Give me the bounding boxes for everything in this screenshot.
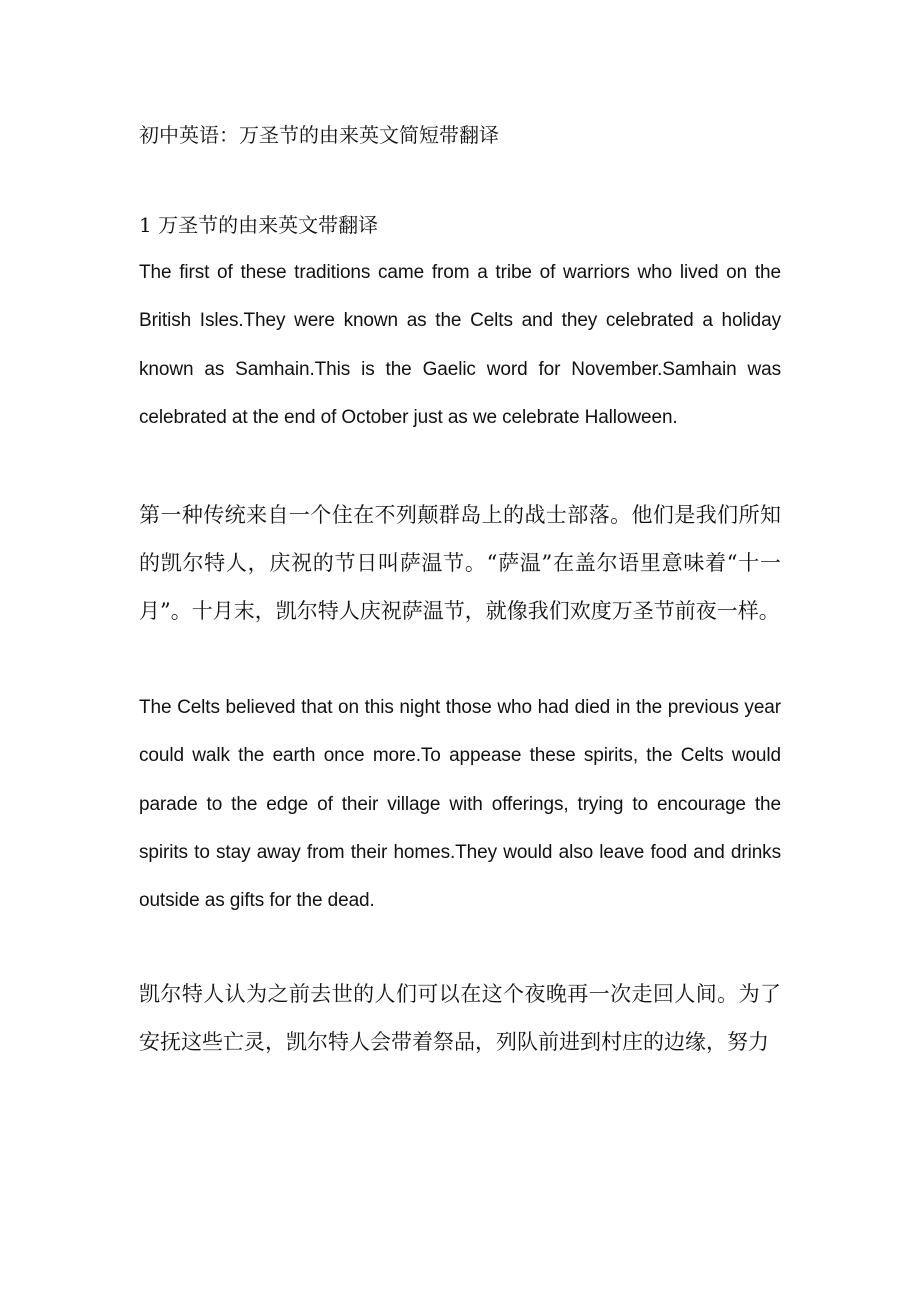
document-title: 初中英语：万圣节的由来英文简短带翻译 [139,123,499,147]
paragraph-chinese-2: 凯尔特人认为之前去世的人们可以在这个夜晚再一次走回人间。为了安抚这些亡灵，凯尔特人会带着祭品，列队前进到村庄的边缘，努力 [139,981,781,1055]
section-heading: 1 万圣节的由来英文带翻译 [139,213,379,237]
paragraph-spacer [139,636,781,684]
paragraph-spacer [139,926,781,970]
document-body [139,111,781,1067]
paragraph-chinese-1: 第一种传统来自一个住在不列颠群岛上的战士部落。他们是我们所知的凯尔特人，庆祝的节日叫萨温节。“萨温”在盖尔语里意味着“十一月”。十月末，凯尔特人庆祝萨温节，就像我们欢度万圣节前夜一样。 [139,502,781,624]
paragraph-english-1: The first of these traditions came from a tribe of warriors who lived on the British Isles.They were known as the Celts and they celebrated a holiday known as Samhain.This is the Gaelic word for November.Samhain was celebrated at the end of October just as we celebrate Halloween. [139,262,781,429]
paragraph-english-2: The Celts believed that on this night those who had died in the previous year could walk the earth once more.To appease these spirits, the Celts would parade to the edge of their village with offerings, trying to encourage the spirits to stay away from their homes.They would also leave food and drinks outside as gifts for the dead. [139,696,781,912]
paragraph-spacer [139,443,781,491]
